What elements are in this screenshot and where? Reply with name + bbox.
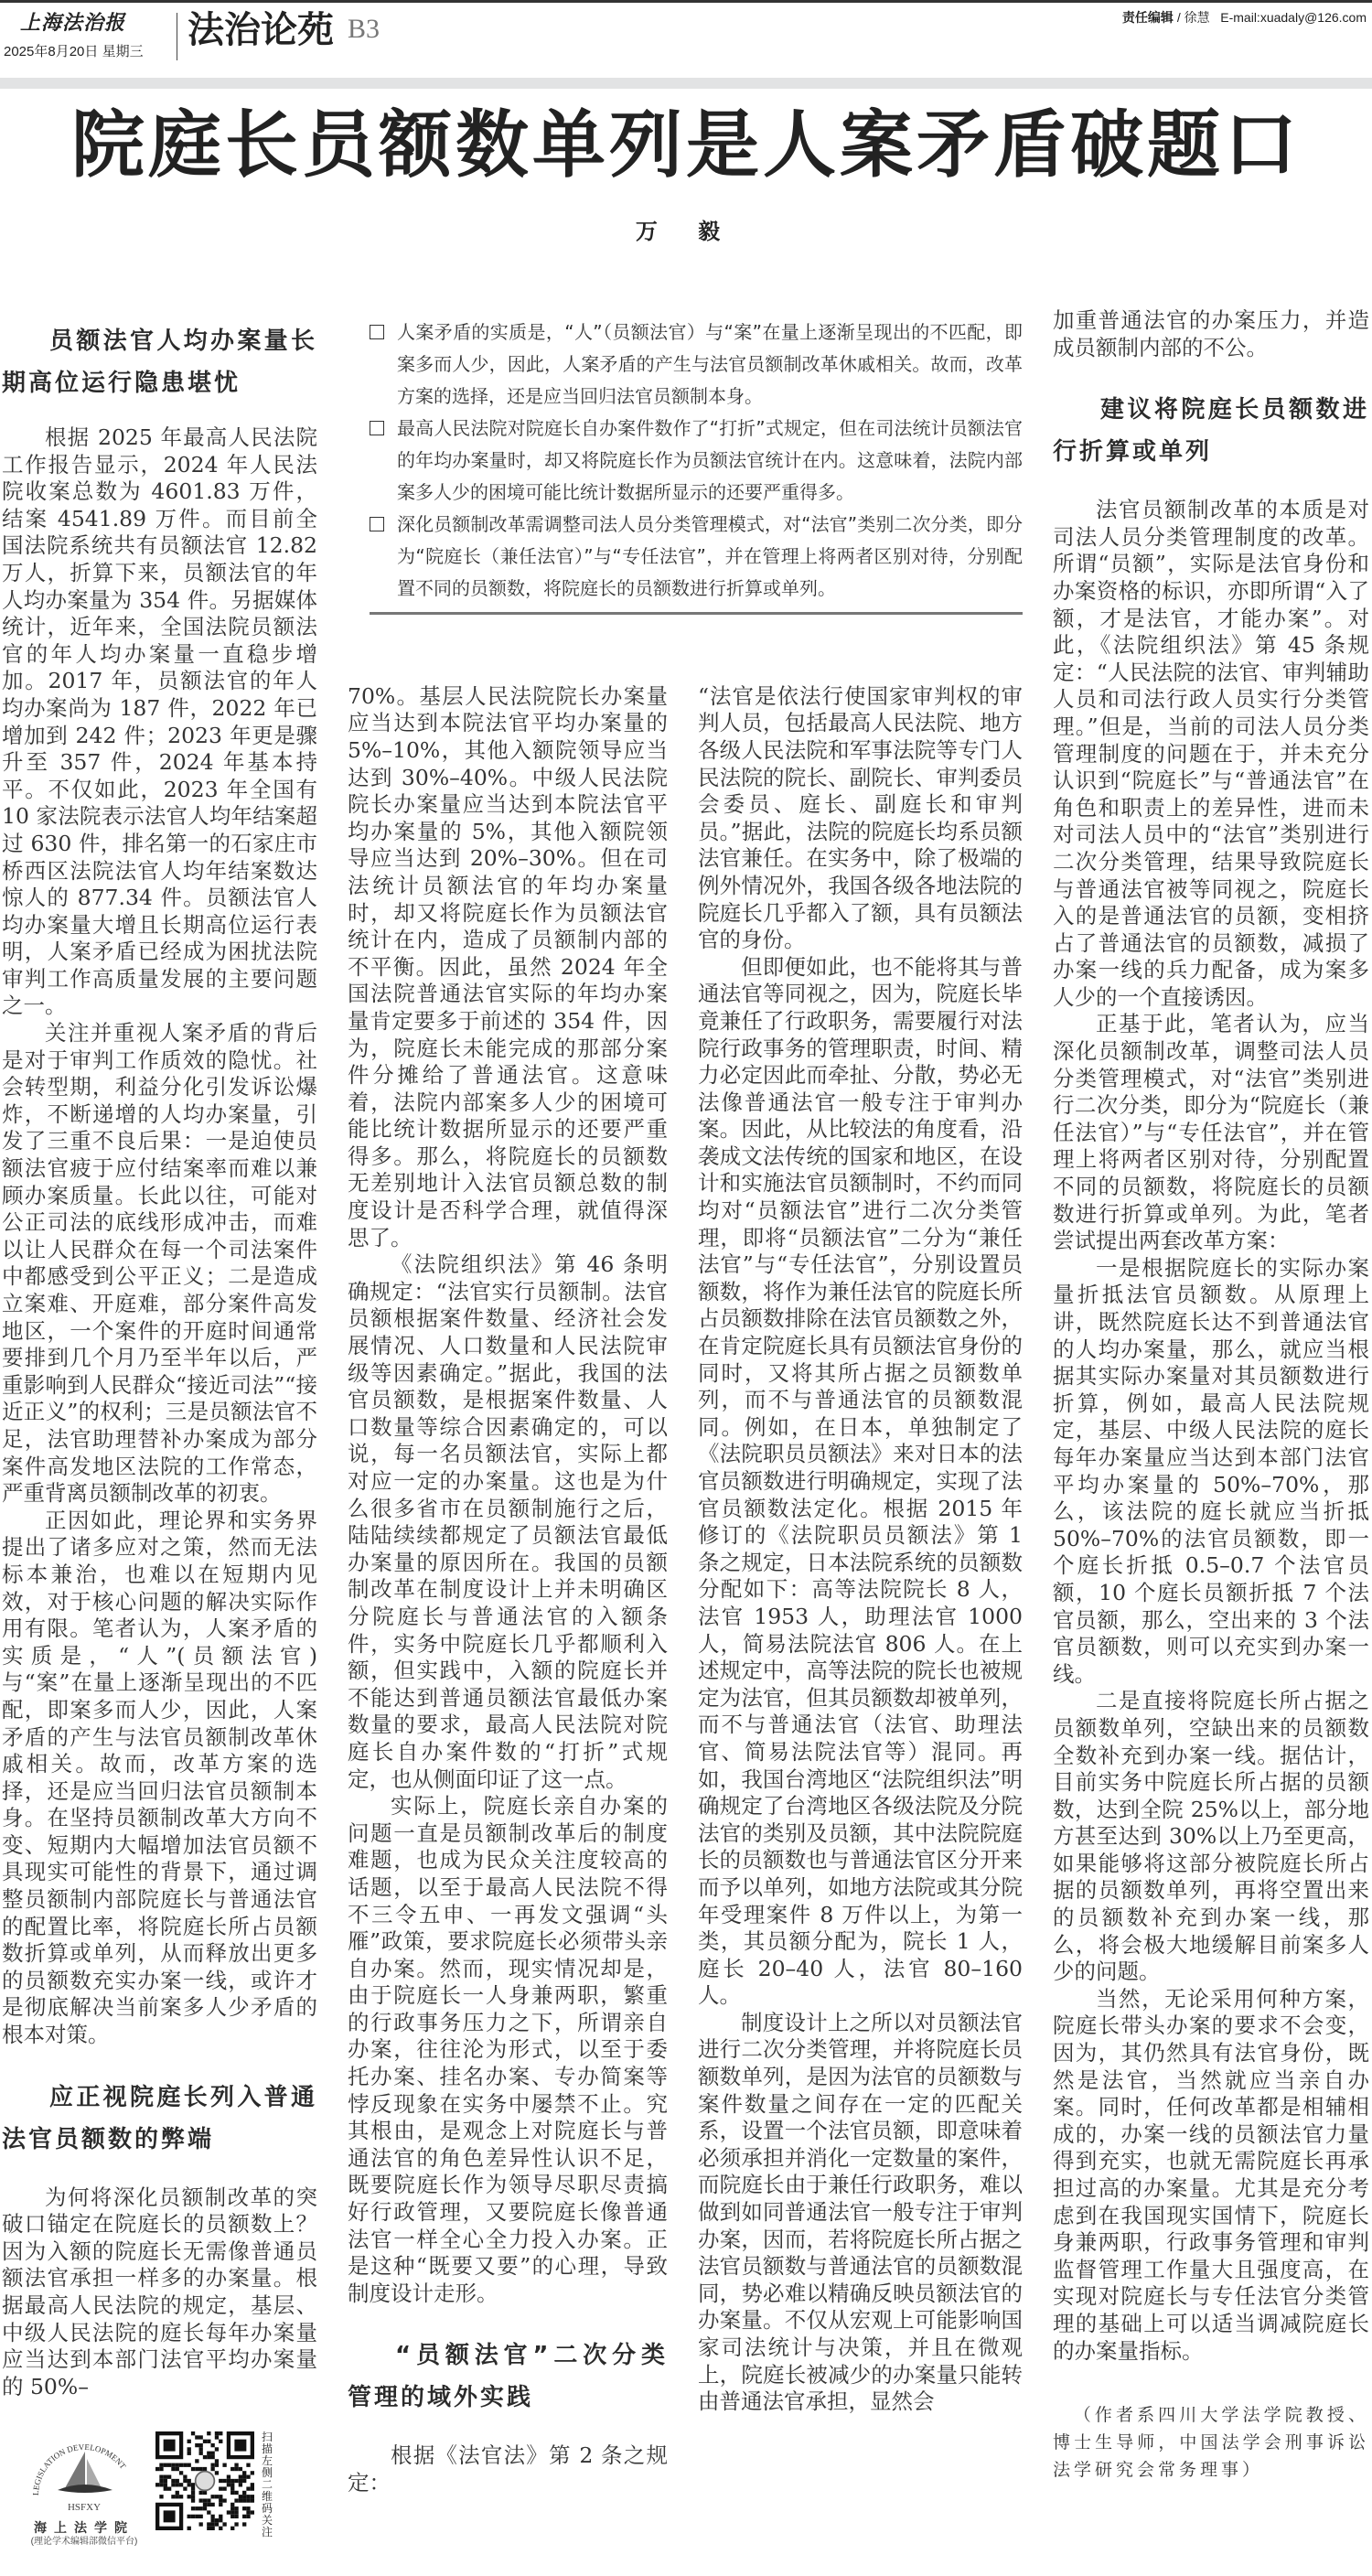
qr-module <box>242 2495 246 2498</box>
qr-module <box>195 2506 198 2510</box>
subheading: 员额法官人均办案量长期高位运行隐患堪忧 <box>2 327 317 397</box>
qr-module <box>199 2523 203 2527</box>
qr-module <box>239 2499 242 2503</box>
qr-module <box>167 2463 171 2467</box>
editor-name: / 徐慧 <box>1176 10 1210 25</box>
qr-module <box>155 2467 159 2471</box>
qr-module <box>215 2436 219 2440</box>
qr-module <box>246 2487 250 2491</box>
qr-module <box>195 2443 198 2447</box>
qr-module <box>222 2463 226 2467</box>
subheading: “员额法官”二次分类管理的域外实践 <box>348 2342 668 2412</box>
qr-module <box>171 2467 175 2471</box>
qr-module <box>239 2479 242 2483</box>
checkbox-square-icon <box>370 421 384 435</box>
checkbox-square-icon <box>370 517 384 531</box>
paragraph: 但即便如此，也不能将其与普通法官等同视之，因为，院庭长毕竟兼任了行政职务，需要履行对法院行政事务的管理职责，时间、精力必定因此而牵扯、分散，势必无法像普通法官一般专注于审判办案。因此，从比较法的角度看，沿袭成文法传统的国家和地区，在设计和实施法官员额制时，不约而同均对“员额法官”进行二次分类管理，即将“员额法官”二分为“兼任法官”与“专任法官”，分别设置员额数，将作为兼任法官的院庭长所占员额数排除在法官员额数之外，在肯定院庭长具有员额法官身份的同时，又将其所占据之员额数单列，而不与普通法官的员额数混同。例如，在日本，单独制定了《法院职员员额法》来对日本的法官员额数进行明确规定，实现了法官员额数法定化。根据 2015 年修订的《法院职员员额法》第 1 条之规定，日本法院系统的员额数分配如下：高等法院院长 8 人，法官 1953 人，助理法官 1000 人，简易法院法官 806 人。在上述规定中，高等法院的院长也被规定为法官，但其员额数却被单列，而不与普通法官（法官、助理法官、简易法院法官等）混同。再如，我国台湾地区“法院组织法”明确规定了台湾地区各级法院及分院法官的类别及员额，其中法院院庭长的员额数也与普通法官区分开来而予以单列，如地方法院或其分院年受理案件 8 万件以上，为第一类，其员额分配为，院长 1 人，庭长 20–40 人，法官 80–160 人。 <box>698 953 1023 2009</box>
editor-label: 责任编辑 <box>1121 10 1174 25</box>
paragraph: 当然，无论采用何种方案，院庭长带头办案的要求不会变，因为，其仍然具有法官身份，既然是法官，当然就应当亲自办案。同时，任何改革都是相辅相成的，办案一线的员额法官力量得到充实，也就无需院庭长再承担过高的办案量。尤其是充分考虑到在我国现实国情下，院庭长身兼两职，行政事务管理和审判监督管理工作量大且强度高，在实现对院庭长与专任法官分类管理的基础上可以适当调减院庭长的办案量指标。 <box>1053 1985 1369 2364</box>
qr-module <box>207 2452 210 2455</box>
editor-info <box>1122 9 1367 26</box>
qr-module <box>207 2431 210 2435</box>
paragraph: 《法院组织法》第 46 条明确规定：“法官实行员额制。法官员额根据案件数量、经济社会发展情况、人口数量和人民法院审级等因素确定。”据此，我国的法官员额数，是根据案件数量、人口数量等综合因素确定的，可以说，每一名员额法官，实际上都对应一定的办案量。这也是为什么很多省市在员额制施行之后，陆陆续续都规定了员额法官最低办案量的原因所在。我国的员额制改革在制度设计上并未明确区分院庭长与普通法官的入额条件，实务中院庭长几乎都顺利入额，但实践中，入额的院庭长并不能达到普通员额法官最低办案数量的要求，最高人民法院对院庭长自办案件数的“打折”式规定，也从侧面印证了这一点。 <box>348 1251 668 1792</box>
qr-module <box>230 2527 234 2530</box>
qr-module <box>188 2448 191 2452</box>
qr-module <box>195 2436 198 2440</box>
qr-module <box>227 2479 230 2483</box>
qr-module <box>207 2455 210 2459</box>
article-body <box>0 302 1372 2576</box>
qr-module <box>199 2506 203 2510</box>
qr-module <box>242 2475 246 2479</box>
qr-module <box>215 2518 219 2522</box>
qr-module <box>227 2484 230 2487</box>
qr-module <box>188 2452 191 2455</box>
qr-module <box>203 2491 207 2495</box>
qr-module <box>222 2499 226 2503</box>
qr-module <box>234 2463 238 2467</box>
paragraph: 正基于此，笔者认为，应当深化员额制改革，调整司法人员分类管理模式，对“法官”类别进行二次分类，即分为“院庭长（兼任法官）”与“专任法官”，并在管理上将两者区别对待，分别配置不同的员额数，将院庭长的员额数进行折算或单列。为此，笔者尝试提出两套改革方案： <box>1053 1011 1369 1254</box>
qr-module <box>203 2506 207 2510</box>
paragraph: 为何将深化员额制改革的突破口锚定在院庭长的员额数上？因为入额的院庭长无需像普通员额法官承担一样多的办案量。根据最高人民法院的规定，基层、中级人民法院的庭长每年办案量应当达到本部门法官平均办案量的 50%– <box>2 2184 317 2399</box>
summary-item <box>370 413 1023 509</box>
top-rule <box>0 0 1372 3</box>
qr-module <box>251 2472 254 2475</box>
logo-abbr: HSFXY <box>67 2502 102 2514</box>
qr-module <box>219 2518 222 2522</box>
qr-module <box>222 2479 226 2483</box>
qr-module <box>199 2467 203 2471</box>
qr-module <box>199 2452 203 2455</box>
author-note: （作者系四川大学法学院教授、博士生导师，中国法学会刑事诉讼法学研究会常务理事） <box>1053 2405 1369 2481</box>
qr-module <box>246 2495 250 2498</box>
qr-module <box>210 2523 214 2527</box>
subheading: 建议将院庭长员额数进行折算或单列 <box>1053 396 1369 467</box>
promo-subtitle: (理论学术编辑部微信平台) <box>30 2537 138 2548</box>
qr-module <box>242 2523 246 2527</box>
qr-module <box>246 2475 250 2479</box>
qr-module <box>188 2463 191 2467</box>
qr-module <box>215 2460 219 2463</box>
qr-module <box>203 2440 207 2443</box>
qr-module <box>164 2487 167 2491</box>
qr-module <box>183 2475 187 2479</box>
qr-module <box>210 2463 214 2467</box>
qr-module <box>246 2499 250 2503</box>
qr-module <box>171 2479 175 2483</box>
qr-module <box>183 2463 187 2467</box>
qr-finder <box>164 2511 176 2523</box>
qr-module <box>179 2463 183 2467</box>
qr-module <box>230 2467 234 2471</box>
qr-module <box>239 2467 242 2471</box>
qr-module <box>155 2484 159 2487</box>
qr-module <box>219 2499 222 2503</box>
qr-module <box>242 2472 246 2475</box>
qr-module <box>207 2527 210 2530</box>
paragraph: 70%。基层人民法院院长办案量应当达到本院法官平均办案量的 5%–10%，其他入额院领导应当达到 30%–40%。中级人民法院院长办案量应当达到本院法官平均办案量的 5%，其他入额院领导应当达到 20%–30%。但在司法统计员额法官的年均办案量时，却又将院庭长作为员额法官统计在内，造成了员额制内部的不平衡。因此，虽然 2024 年全国法院普通法官实际的年均办案量肯定要多于前述的 354 件，因为，院庭长未能完成的那部分案件分摊给了普通法官。这意味着，法院内部案多人少的困境可能比统计数据所显示的还要严重得多。那么，将院庭长的员额数无差别地计入法官员额总数的制度设计是否科学合理，就值得深思了。 <box>348 682 668 1250</box>
qr-module <box>188 2495 191 2498</box>
qr-module <box>191 2484 195 2487</box>
summary-text: 最高人民法院对院庭长自办案件数作了“打折”式规定，但在司法统计员额法官的年均办案量时，却又将院庭长作为员额法官统计在内。这意味着，法院内部案多人少的困境可能比统计数据所显示的还要严重得多。 <box>397 417 1023 503</box>
qr-module <box>242 2506 246 2510</box>
qr-module <box>176 2463 179 2467</box>
qr-module <box>179 2495 183 2498</box>
qr-module <box>179 2472 183 2475</box>
qr-module <box>167 2487 171 2491</box>
paragraph: 制度设计上之所以对员额法官进行二次分类管理，并将院庭长员额数单列，是因为法官的员额数与案件数量之间存在一定的匹配关系，设置一个法官员额，即意味着必须承担并消化一定数量的案件，而院庭长由于兼任行政职务，难以做到如同普通法官一般专注于审判办案，因而，若将院庭长所占据之法官员额数与普通法官的员额数混同，势必难以精确反映员额法官的办案量。不仅从宏观上可能影响国家司法统计与决策，并且在微观上，院庭长被减少的办案量只能转由普通法官承担，显然会 <box>698 2009 1023 2415</box>
qr-module <box>183 2487 187 2491</box>
qr-module <box>215 2495 219 2498</box>
promo-name: 海上法学院 <box>34 2520 134 2536</box>
qr-module <box>219 2495 222 2498</box>
qr-module <box>191 2431 195 2435</box>
qr-module <box>246 2511 250 2515</box>
qr-module <box>159 2475 163 2479</box>
qr-module <box>234 2491 238 2495</box>
qr-code[interactable] <box>155 2431 254 2530</box>
qr-module <box>230 2511 234 2515</box>
qr-module <box>251 2484 254 2487</box>
qr-module <box>246 2506 250 2510</box>
qr-module <box>215 2431 219 2435</box>
qr-module <box>159 2463 163 2467</box>
qr-module <box>188 2527 191 2530</box>
qr-module <box>199 2491 203 2495</box>
qr-module <box>176 2495 179 2498</box>
qr-module <box>191 2491 195 2495</box>
paragraph: 正因如此，理论界和实务界提出了诸多应对之策，然而无法标本兼治，也难以在短期内见效，对于核心问题的解决实际作用有限。笔者认为，人案矛盾的实质是，“人”(员额法官)与“案”在量上逐渐呈现出的不匹配，即案多而人少，因此，人案矛盾的产生与法官员额制改革休戚相关。故而，改革方案的选择，还是应当回归法官员额制本身。在坚持员额制改革大方向不变、短期内大幅增加法官员额不具现实可能性的背景下，通过调整员额制内部院庭长与普通法官的配置比率，将院庭长所占员额数折算或单列，从而释放出更多的员额数充实办案一线，或许才是彻底解决当前案多人少矛盾的根本对策。 <box>2 1507 317 2048</box>
qr-module <box>203 2503 207 2506</box>
checkbox-square-icon <box>370 325 384 339</box>
qr-module <box>219 2503 222 2506</box>
qr-module <box>246 2515 250 2518</box>
page-number: B3 <box>348 14 381 44</box>
qr-module <box>203 2499 207 2503</box>
qr-module <box>164 2479 167 2483</box>
qr-module <box>159 2495 163 2498</box>
column-1 <box>2 302 317 2549</box>
qr-module <box>219 2487 222 2491</box>
qr-module <box>234 2499 238 2503</box>
qr-module <box>215 2472 219 2475</box>
qr-module <box>234 2511 238 2515</box>
qr-module <box>230 2484 234 2487</box>
wechat-promo <box>2 2431 317 2549</box>
qr-module <box>230 2503 234 2506</box>
qr-module <box>167 2475 171 2479</box>
qr-module <box>210 2518 214 2522</box>
masthead <box>0 0 1372 302</box>
column-3 <box>698 683 1023 2416</box>
column-4 <box>1053 302 1369 2484</box>
qr-module <box>219 2440 222 2443</box>
qr-module <box>191 2506 195 2510</box>
qr-module <box>210 2455 214 2459</box>
scan-hint: 扫描左侧二维码关注 <box>262 2431 273 2539</box>
qr-module <box>207 2523 210 2527</box>
qr-module <box>207 2440 210 2443</box>
paragraph: 关注并重视人案矛盾的背后是对于审判工作质效的隐忧。社会转型期，利益分化引发诉讼爆炸，不断递增的人均办案量，引发了三重不良后果：一是迫使员额法官疲于应付结案率而难以兼顾办案质量。长此以往，可能对公正司法的底线形成冲击，而难以让人民群众在每一个司法案件中都感受到公平正义；二是造成立案难、开庭难，部分案件高发地区，一个案件的开庭时间通常要排到几个月乃至半年以后，严重影响到人民群众“接近司法”“接近正义”的权利；三是员额法官不足，法官助理替补办案成为部分案件高发地区法院的工作常态，严重背离员额制改革的初衷。 <box>2 1020 317 1507</box>
paragraph: 实际上，院庭长亲自办案的问题一直是员额制改革后的制度难题，也成为民众关注度较高的话题，以至于最高人民法院不得不三令五申、一再发文强调“头雁”政策，要求院庭长必须带头亲自办案。然而，现实情况却是，由于院庭长一人身兼两职，繁重的行政事务压力之下，所谓亲自办案，往往沦为形式，以至于委托办案、挂名办案、专办简案等悖反现象在实务中屡禁不止。究其根由，是观念上对院庭长与普通法官的角色差异性认识不足，既要院庭长作为领导尽职尽责搞好行政管理，又要院庭长像普通法官一样全心全力投入办案。正是这种“既要又要”的心理，导致制度设计走形。 <box>348 1793 668 2306</box>
article-headline: 院庭长员额数单列是人案矛盾破题口 <box>71 102 1301 188</box>
qr-module <box>199 2436 203 2440</box>
qr-module <box>191 2495 195 2498</box>
promo-logo <box>20 2431 148 2549</box>
qr-module <box>230 2479 234 2483</box>
qr-module <box>219 2479 222 2483</box>
qr-module <box>219 2431 222 2435</box>
qr-module <box>234 2506 238 2510</box>
qr-module <box>219 2515 222 2518</box>
qr-module <box>230 2487 234 2491</box>
qr-module <box>191 2499 195 2503</box>
qr-module <box>176 2491 179 2495</box>
qr-module <box>222 2487 226 2491</box>
qr-module <box>230 2506 234 2510</box>
qr-module <box>159 2467 163 2471</box>
qr-module <box>234 2523 238 2527</box>
qr-module <box>215 2463 219 2467</box>
qr-module <box>207 2503 210 2506</box>
qr-module <box>230 2515 234 2518</box>
qr-module <box>179 2484 183 2487</box>
qr-module <box>188 2440 191 2443</box>
issue-date: 2025年8月20日 星期三 <box>4 44 144 59</box>
qr-module <box>234 2515 238 2518</box>
qr-module <box>164 2463 167 2467</box>
qr-module <box>251 2487 254 2491</box>
paragraph: 法官员额制改革的本质是对司法人员分类管理制度的改革。所谓“员额”，实际是法官身份和办案资格的标识，亦即所谓“入了额，才是法官，才能办案”。对此，《法院组织法》第 45 条规定：“人民法院的法官、审判辅助人员和司法行政人员实行分类管理。”但是，当前的司法人员分类管理制度的问题在于，并未充分认识到“院庭长”与“普通法官”在角色和职责上的差异性，进而未对司法人员中的“法官”类别进行二次分类管理，结果导致院庭长与普通法官被等同视之，院庭长入的是普通法官的员额，变相挤占了普通法官的员额数，减损了办案一线的兵力配备，成为案多人少的一个直接诱因。 <box>1053 497 1369 1010</box>
qr-module <box>176 2479 179 2483</box>
summary-divider <box>370 612 1023 615</box>
header-band <box>0 78 1372 89</box>
qr-module <box>199 2448 203 2452</box>
paragraph: 加重普通法官的办案压力，并造成员额制内部的不公。 <box>1053 307 1369 360</box>
qr-module <box>195 2467 198 2471</box>
qr-module <box>246 2463 250 2467</box>
newspaper-logo: 上海法治报 <box>20 11 126 35</box>
qr-module <box>239 2475 242 2479</box>
qr-module <box>191 2515 195 2518</box>
section-title: 法治论苑 <box>188 10 334 50</box>
qr-module <box>239 2484 242 2487</box>
qr-module <box>215 2448 219 2452</box>
qr-module <box>207 2511 210 2515</box>
qr-module <box>176 2484 179 2487</box>
qr-module <box>219 2527 222 2530</box>
qr-module <box>171 2463 175 2467</box>
qr-module <box>176 2467 179 2471</box>
qr-module <box>210 2443 214 2447</box>
qr-module <box>203 2455 207 2459</box>
qr-module <box>242 2479 246 2483</box>
qr-module <box>234 2479 238 2483</box>
article-author: 万 毅 <box>635 218 737 244</box>
qr-module <box>171 2495 175 2498</box>
qr-module <box>164 2475 167 2479</box>
qr-module <box>191 2467 195 2471</box>
qr-module <box>210 2503 214 2506</box>
sailboat-logo-icon <box>25 2431 144 2516</box>
qr-module <box>210 2452 214 2455</box>
summary-text: 深化员额制改革需调整司法人员分类管理模式，对“法官”类别二次分类，即分为“院庭长（兼任法官）”与“专任法官”，并在管理上将两者区别对待，分别配置不同的员额数，将院庭长的员额数进行折算或单列。 <box>397 513 1023 599</box>
qr-module <box>242 2499 246 2503</box>
qr-module <box>195 2515 198 2518</box>
qr-module <box>203 2467 207 2471</box>
summary-box <box>348 302 1023 631</box>
editor-email[interactable]: E-mail:xuadaly@126.com <box>1220 10 1367 25</box>
paragraph: 根据《法官法》第 2 条之规定： <box>348 2442 668 2496</box>
logo-ring-text: LEGISLATION DEVELOPMENT <box>30 2442 128 2496</box>
qr-module <box>199 2443 203 2447</box>
qr-module <box>251 2499 254 2503</box>
qr-module <box>188 2515 191 2518</box>
qr-module <box>210 2515 214 2518</box>
qr-module <box>171 2484 175 2487</box>
qr-finder <box>164 2440 176 2452</box>
qr-module <box>195 2460 198 2463</box>
qr-module <box>210 2467 214 2471</box>
paragraph: “法官是依法行使国家审判权的审判人员，包括最高人民法院、地方各级人民法院和军事法院等专门人民法院的院长、副院长、审判委员会委员、庭长、副庭长和审判员。”据此，法院的院庭长均系员额法官兼任。在实务中，除了极端的例外情况外，我国各级各地法院的院庭长几乎都入了额，具有员额法官的身份。 <box>698 682 1023 953</box>
qr-module <box>164 2484 167 2487</box>
qr-center-emblem-icon <box>196 2472 215 2491</box>
qr-module <box>227 2511 230 2515</box>
qr-module <box>222 2523 226 2527</box>
qr-module <box>207 2499 210 2503</box>
qr-module <box>210 2527 214 2530</box>
qr-module <box>215 2523 219 2527</box>
qr-module <box>230 2491 234 2495</box>
qr-module <box>242 2515 246 2518</box>
qr-module <box>199 2499 203 2503</box>
paragraph: 一是根据院庭长的实际办案量折抵法官员额数。从原理上讲，既然院庭长达不到普通法官的人均办案量，那么，就应当根据其实际办案量对其员额数进行折算，例如，最高人民法院规定，基层、中级人民法院的庭长每年办案量应当达到本部门法官平均办案量的 50%–70%，那么，该法院的庭长就应当折抵 50%–70%的法官员额数，即一个庭长折抵 0.5–0.7 个法官员额，10 个庭长员额折抵 7 个法官员额，那么，空出来的 3 个法官员额数，则可以充实到办案一线。 <box>1053 1254 1369 1687</box>
qr-module <box>234 2467 238 2471</box>
qr-module <box>227 2475 230 2479</box>
qr-module <box>183 2479 187 2483</box>
qr-module <box>210 2495 214 2498</box>
qr-module <box>191 2487 195 2491</box>
paragraph: 根据 2025 年最高人民法院工作报告显示，2024 年人民法院收案总数为 4601.83 万件，结案 4541.89 万件。而目前全国法院系统共有员额法官 12.82 万人，折算下来，员额法官的年人均办案量为 354 件。另据媒体统计，近年来，全国法院员额法官的年人均办案量一直稳步增加。2017 年，员额法官的年人均办案尚为 187 件，2022 年已增加到 242 件；2023 年更是骤升至 357 件，2024 年基本持平。不仅如此，2023 年全国有 10 家法院表示法官人均年结案超过 630 件，排名第一的石家庄市桥西区法院法官人均年结案数达惊人的 877.34 件。员额法官人均办案量大增且长期高位运行表明，人案矛盾已经成为困扰法院审判工作高质量发展的主要问题之一。 <box>2 424 317 1019</box>
summary-item <box>370 509 1023 605</box>
qr-module <box>199 2515 203 2518</box>
qr-module <box>251 2511 254 2515</box>
qr-module <box>239 2495 242 2498</box>
qr-finder <box>234 2440 246 2452</box>
qr-module <box>188 2484 191 2487</box>
summary-item <box>370 317 1023 413</box>
paragraph: 二是直接将院庭长所占据之员额数单列，空缺出来的员额数全数补充到办案一线。据估计，目前实务中院庭长所占据的员额数，达到全院 25%以上，部分地方甚至达到 30%以上乃至更高，如果能够将这部分被院庭长所占据的员额数单列，再将空置出来的员额数补充到办案一线，那么，将会极大地缓解目前案多人少的问题。 <box>1053 1688 1369 1985</box>
column-2 <box>348 683 668 2497</box>
summary-text: 人案矛盾的实质是，“人”（员额法官）与“案”在量上逐渐呈现出的不匹配，即案多而人少，因此，人案矛盾的产生与法官员额制改革休戚相关。故而，改革方案的选择，还是应当回归法官员额制本身。 <box>397 321 1023 407</box>
qr-module <box>242 2491 246 2495</box>
qr-module <box>188 2479 191 2483</box>
qr-module <box>251 2495 254 2498</box>
qr-module <box>159 2484 163 2487</box>
qr-module <box>159 2479 163 2483</box>
subheading: 应正视院庭长列入普通法官员额数的弊端 <box>2 2083 317 2153</box>
